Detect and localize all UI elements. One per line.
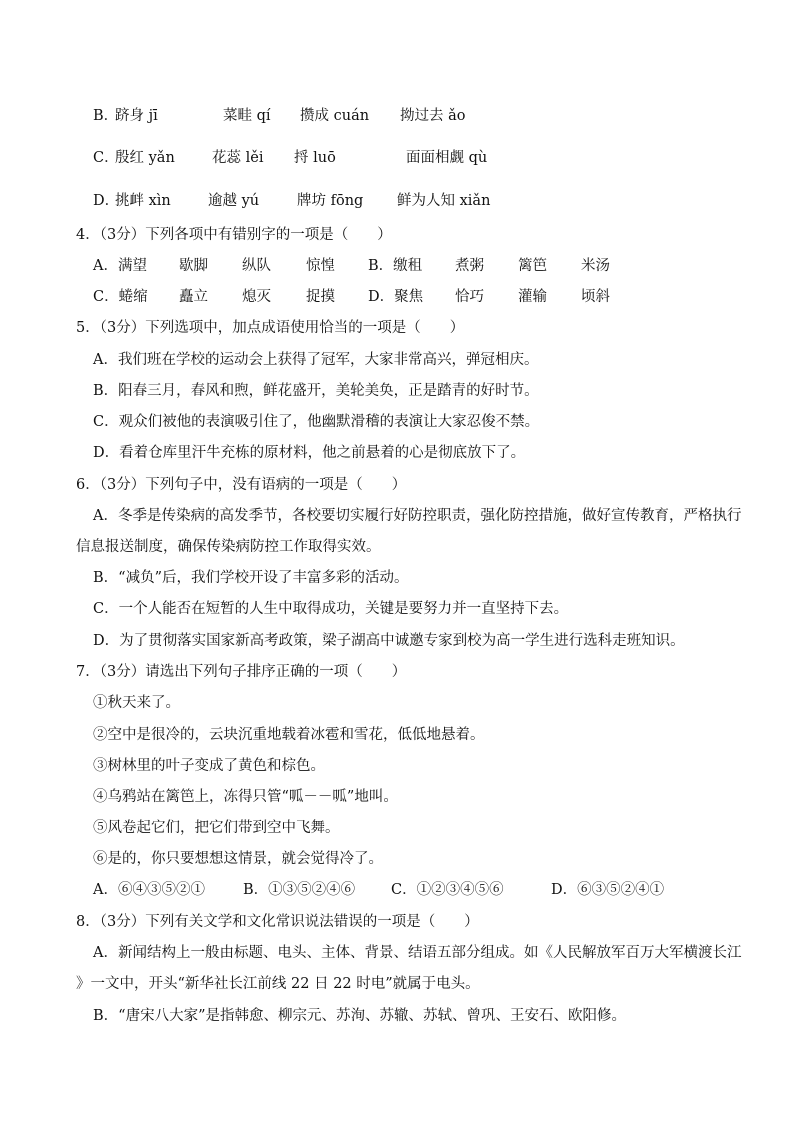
question-5-option-c: C．观众们被他的表演吸引住了，他幽默滑稽的表演让大家忍俊不禁。 bbox=[93, 414, 540, 430]
choice-word: 顷斜 bbox=[581, 289, 610, 305]
option-label: B． bbox=[93, 108, 119, 124]
option-item: 攒成 cuán bbox=[300, 108, 370, 124]
choice-word: 熄灭 bbox=[242, 289, 271, 305]
choice-word: 矗立 bbox=[179, 289, 208, 305]
question-4-stem: 4．（3分）下列各项中有错别字的一项是（ ） bbox=[76, 227, 392, 243]
choice-word: C．蜷缩 bbox=[93, 289, 148, 305]
option-label: D． bbox=[93, 193, 120, 209]
question-8-option-b: B．“唐宋八大家”是指韩愈、柳宗元、苏洵、苏辙、苏轼、曾巩、王安石、欧阳修。 bbox=[93, 1008, 626, 1024]
question-6-stem: 6．（3分）下列句子中，没有语病的一项是（ ） bbox=[76, 477, 407, 493]
sentence-4: ④乌鸦站在篱笆上，冻得只管“呱－－呱”地叫。 bbox=[93, 789, 398, 805]
question-6-option-b: B．“减负”后，我们学校开设了丰富多彩的活动。 bbox=[93, 570, 409, 586]
option-item: 跻身 jī bbox=[115, 108, 158, 124]
option-item: 菜畦 qí bbox=[223, 108, 271, 124]
choice-word: 歇脚 bbox=[179, 258, 208, 274]
sentence-5: ⑤风卷起它们，把它们带到空中飞舞。 bbox=[93, 820, 340, 836]
choice-word: 惊惶 bbox=[306, 258, 335, 274]
answer-option: D．⑥③⑤②④① bbox=[551, 882, 665, 898]
sentence-2: ②空中是很冷的，云块沉重地载着冰雹和雪花，低低地悬着。 bbox=[93, 727, 485, 743]
choice-word: 灌输 bbox=[518, 289, 547, 305]
choice-word: A．满望 bbox=[93, 258, 147, 274]
option-item: 面面相觑 qù bbox=[406, 150, 488, 166]
sentence-3: ③树林里的叶子变成了黄色和棕色。 bbox=[93, 758, 325, 774]
choice-word: 捉摸 bbox=[306, 289, 335, 305]
option-item: 花蕊 lěi bbox=[212, 150, 264, 166]
choice-word: 米汤 bbox=[581, 258, 610, 274]
question-6-option-c: C．一个人能否在短暂的人生中取得成功，关键是要努力并一直坚持下去。 bbox=[93, 601, 569, 617]
choice-word: 恰巧 bbox=[455, 289, 484, 305]
question-8-option-a: A．新闻结构上一般由标题、电头、主体、背景、结语五部分组成。如《人民解放军百万大军横渡长江 bbox=[93, 945, 742, 961]
option-item: 挑衅 xìn bbox=[115, 193, 171, 209]
choice-word: 纵队 bbox=[242, 258, 271, 274]
question-6-option-a: A．冬季是传染病的高发季节，各校要切实履行好防控职责，强化防控措施，做好宣传教育，严格执行 bbox=[93, 508, 742, 524]
question-8-stem: 8．（3分）下列有关文学和文化常识说法错误的一项是（ ） bbox=[76, 914, 479, 930]
question-6-option-d: D．为了贯彻落实国家新高考政策，梁子湖高中诚邀专家到校为高一学生进行选科走班知识。 bbox=[93, 633, 685, 649]
sentence-1: ①秋天来了。 bbox=[93, 695, 180, 711]
option-item: 鲜为人知 xiǎn bbox=[397, 193, 491, 209]
answer-option: B．①③⑤②④⑥ bbox=[243, 882, 356, 898]
question-6-option-a-cont: 信息报送制度，确保传染病防控工作取得实效。 bbox=[76, 539, 381, 555]
choice-word: 篱笆 bbox=[518, 258, 547, 274]
choice-word: D．聚焦 bbox=[368, 289, 424, 305]
answer-option: C．①②③④⑤⑥ bbox=[391, 882, 504, 898]
question-5-option-d: D．看着仓库里汗牛充栋的原材料，他之前悬着的心是彻底放下了。 bbox=[93, 445, 526, 461]
option-item: 牌坊 fōng bbox=[297, 193, 364, 209]
choice-word: B．缴租 bbox=[368, 258, 423, 274]
option-label: C． bbox=[93, 150, 119, 166]
question-8-option-a-cont: 》一文中，开头“新华社长江前线 22 日 22 时电”就属于电头。 bbox=[76, 976, 480, 992]
question-5-stem: 5．（3分）下列选项中，加点成语使用恰当的一项是（ ） bbox=[76, 320, 465, 336]
question-5-option-b: B．阳春三月，春风和煦，鲜花盛开，美轮美奂，正是踏青的好时节。 bbox=[93, 383, 539, 399]
choice-word: 煮粥 bbox=[455, 258, 484, 274]
question-7-stem: 7．（3分）请选出下列句子排序正确的一项（ ） bbox=[76, 664, 407, 680]
option-item: 拗过去 ǎo bbox=[400, 108, 466, 124]
option-item: 逾越 yú bbox=[208, 193, 260, 209]
option-item: 殷红 yǎn bbox=[115, 150, 175, 166]
answer-option: A．⑥④③⑤②① bbox=[93, 882, 205, 898]
sentence-6: ⑥是的，你只要想想这情景，就会觉得冷了。 bbox=[93, 851, 383, 867]
option-item: 捋 luō bbox=[294, 150, 336, 166]
question-5-option-a: A．我们班在学校的运动会上获得了冠军，大家非常高兴，弹冠相庆。 bbox=[93, 352, 539, 368]
